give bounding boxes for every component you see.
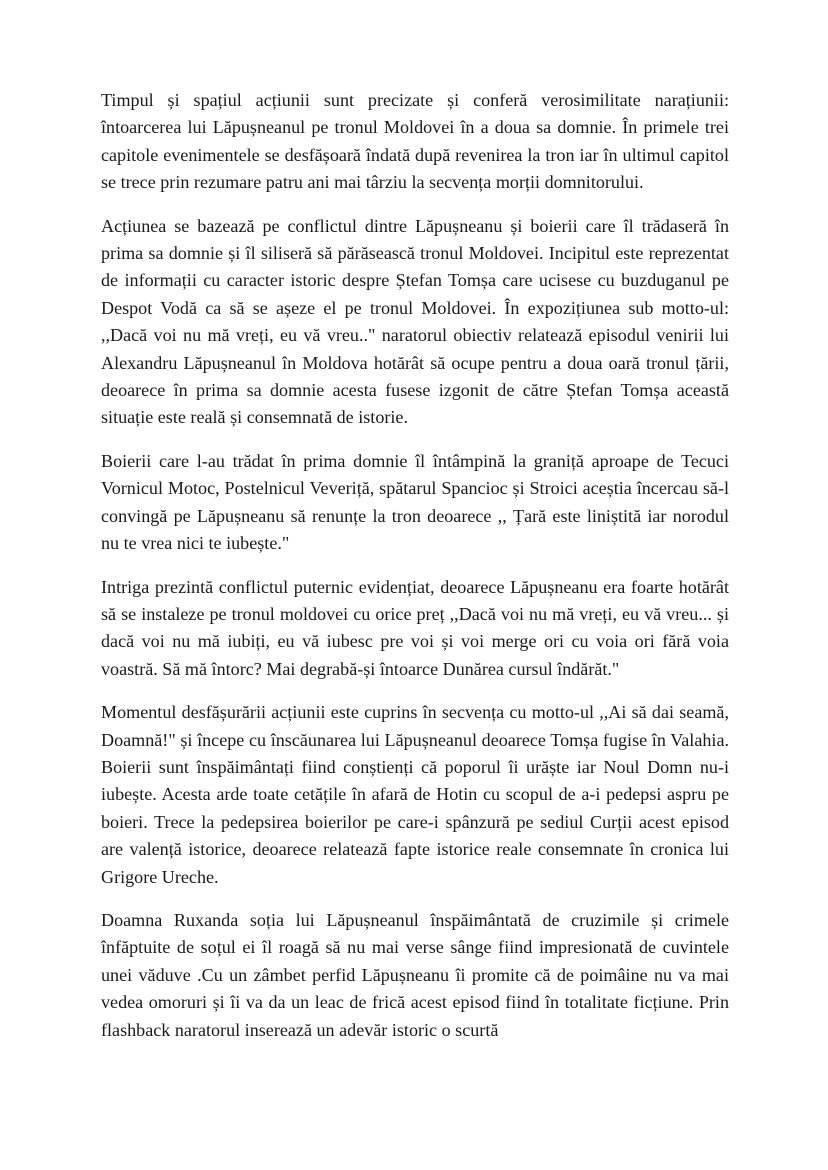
paragraph-time-space: Timpul și spațiul acțiunii sunt precizate și conferă verosimilitate narațiunii: întoarcerea lui Lăpușneanul pe tronul Moldovei în a doua sa domnie. În primele trei capitole evenimentele se desfășoară îndată după revenirea la tron iar în ultimul capitol se trece prin rezumare patru ani mai târziu la secvența morții domnitorului. [101,90,729,193]
document-page [101,87,729,1060]
paragraph-boyars-border: Boierii care l-au trădat în prima domnie îl întâmpină la graniță aproape de Tecuci Vornicul Motoc, Postelnicul Veveriță, spătarul Spancioc și Stroici aceștia încercau să-l convingă pe Lăpușneanu să renunțe la tron deoarece ,, Țară este liniștită iar norodul nu te vrea nici te iubește." [101,450,729,554]
paragraph-lady-ruxanda: Doamna Ruxanda soția lui Lăpușneanul înspăimântată de cruzimile și crimele înfăptuite de soțul ei îl roagă să nu mai verse sânge fiind impresionată de cuvintele unei văduve .Cu un zâmbet perfid Lăpușneanu îi promite că de poimâine nu va mai vedea omoruri și îi va da un leac de frică acest episod fiind în totalitate ficțiune. Prin flashback naratorul inserează un adevăr istoric o scurtă [101,909,729,1040]
paragraph-action-exposition: Acțiunea se bazează pe conflictul dintre Lăpușneanu și boierii care îl trădaseră în prima sa domnie și îl siliseră să părăsească tronul Moldovei. Incipitul este reprezentat de informații cu caracter istoric despre Ștefan Tomșa care ucisese cu buzduganul pe Despot Vodă ca să se așeze el pe tronul Moldovei. În expozițiunea sub motto-ul: ,,Dacă voi nu mă vreți, eu vă vreu.." naratorul obiectiv relatează episodul venirii lui Alexandru Lăpușneanul în Moldova hotărât să ocupe pentru a doua oară tronul țării, deoarece în prima sa domnie acesta fusese izgonit de către Ștefan Tomșa această situație este reală și consemnată de istorie. [101,215,729,428]
paragraph-intrigue: Intriga prezintă conflictul puternic evidențiat, deoarece Lăpușneanu era foarte hotărât să se instaleze pe tronul moldovei cu orice preț ,,Dacă voi nu mă vreți, eu vă vreu... și dacă voi nu mă iubiți, eu vă iubesc pre voi și voi merge ori cu voia ori fără voia voastră. Să mă întorc? Mai degrabă-și întoarce Dunărea cursul îndărăt." [101,576,729,679]
paragraph-development: Momentul desfășurării acțiunii este cuprins în secvența cu motto-ul ,,Ai să dai seamă, Doamnă!" și începe cu înscăunarea lui Lăpușneanul deoarece Tomșa fugise în Valahia. Boierii sunt înspăimântați fiind conștienți că poporul îi urăște iar Noul Domn nu-i iubește. Acesta arde toate cetățile în afară de Hotin cu scopul de a-i pedepsi aspru pe boieri. Trece la pedepsirea boierilor pe care-i spânzură pe sediul Curții acest episod are valență istorice, deoarece relatează fapte istorice reale consemnate în cronica lui Grigore Ureche. [101,702,729,887]
